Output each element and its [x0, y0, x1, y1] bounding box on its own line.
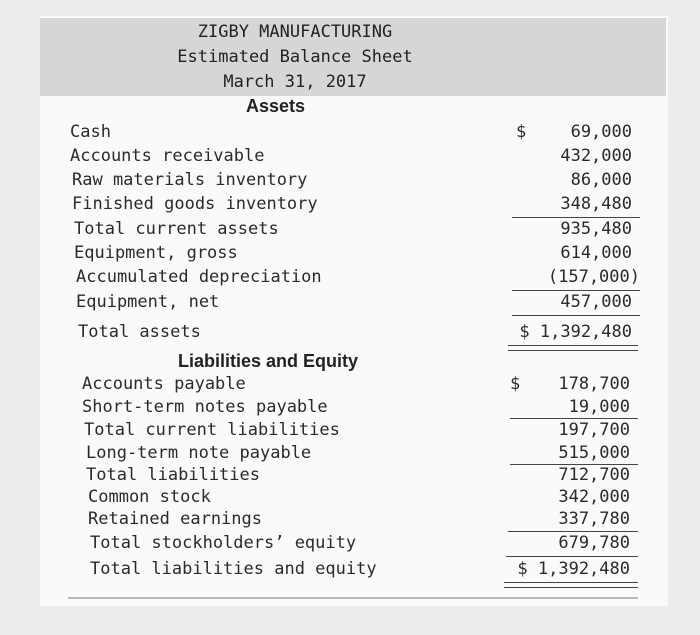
currency-symbol: $ — [516, 122, 527, 142]
statement-date: March 31, 2017 — [223, 72, 367, 92]
row-label: Total current assets — [74, 219, 279, 239]
row-label: Total assets — [78, 322, 201, 342]
row-amount: $ 1,392,480 — [519, 322, 632, 342]
row-amount: 69,000 — [570, 122, 632, 142]
row-label: Finished goods inventory — [72, 194, 318, 214]
total-double-rule — [504, 582, 638, 588]
liabilities-heading: Liabilities and Equity — [178, 351, 359, 371]
row-label: Total liabilities and equity — [90, 559, 377, 579]
row-amount: 178,700 — [558, 374, 630, 394]
row-label: Total current liabilities — [84, 420, 340, 440]
subtotal-rule — [506, 556, 638, 557]
row-label: Cash — [70, 122, 111, 142]
row-amount: 197,700 — [558, 420, 630, 440]
header-band — [40, 18, 666, 96]
footer-divider — [68, 597, 638, 599]
subtotal-rule — [512, 315, 640, 316]
row-amount: 614,000 — [560, 243, 632, 263]
row-label: Raw materials inventory — [72, 170, 308, 190]
row-label: Equipment, gross — [74, 243, 238, 263]
subtotal-rule — [508, 531, 638, 532]
row-label: Common stock — [88, 487, 211, 507]
row-label: Accumulated depreciation — [76, 267, 322, 287]
subtotal-rule — [512, 217, 640, 218]
row-amount: (157,000) — [547, 267, 640, 287]
total-double-rule — [508, 345, 638, 351]
row-label: Retained earnings — [88, 509, 262, 529]
row-label: Total liabilities — [86, 465, 260, 485]
row-label: Accounts payable — [82, 374, 246, 394]
row-amount: 19,000 — [568, 397, 630, 417]
row-amount: 712,700 — [558, 465, 630, 485]
currency-symbol: $ — [510, 374, 521, 394]
row-label: Total stockholders’ equity — [90, 533, 357, 553]
statement-title: Estimated Balance Sheet — [177, 47, 413, 67]
subtotal-rule — [510, 418, 638, 419]
row-amount: 935,480 — [560, 219, 632, 239]
row-amount: 457,000 — [560, 292, 632, 312]
row-amount: $ 1,392,480 — [517, 559, 630, 579]
row-label: Long-term note payable — [86, 443, 312, 463]
row-amount: 432,000 — [560, 146, 632, 166]
subtotal-rule — [512, 290, 640, 291]
row-label: Accounts receivable — [70, 146, 265, 166]
row-amount: 342,000 — [558, 487, 630, 507]
row-amount: 679,780 — [558, 533, 630, 553]
row-amount: 86,000 — [570, 170, 632, 190]
company-name: ZIGBY MANUFACTURING — [197, 22, 393, 42]
row-label: Short-term notes payable — [82, 397, 328, 417]
row-label: Equipment, net — [76, 292, 220, 312]
row-amount: 337,780 — [558, 509, 630, 529]
assets-heading: Assets — [246, 96, 306, 116]
row-amount: 515,000 — [558, 443, 630, 463]
row-amount: 348,480 — [560, 194, 632, 214]
